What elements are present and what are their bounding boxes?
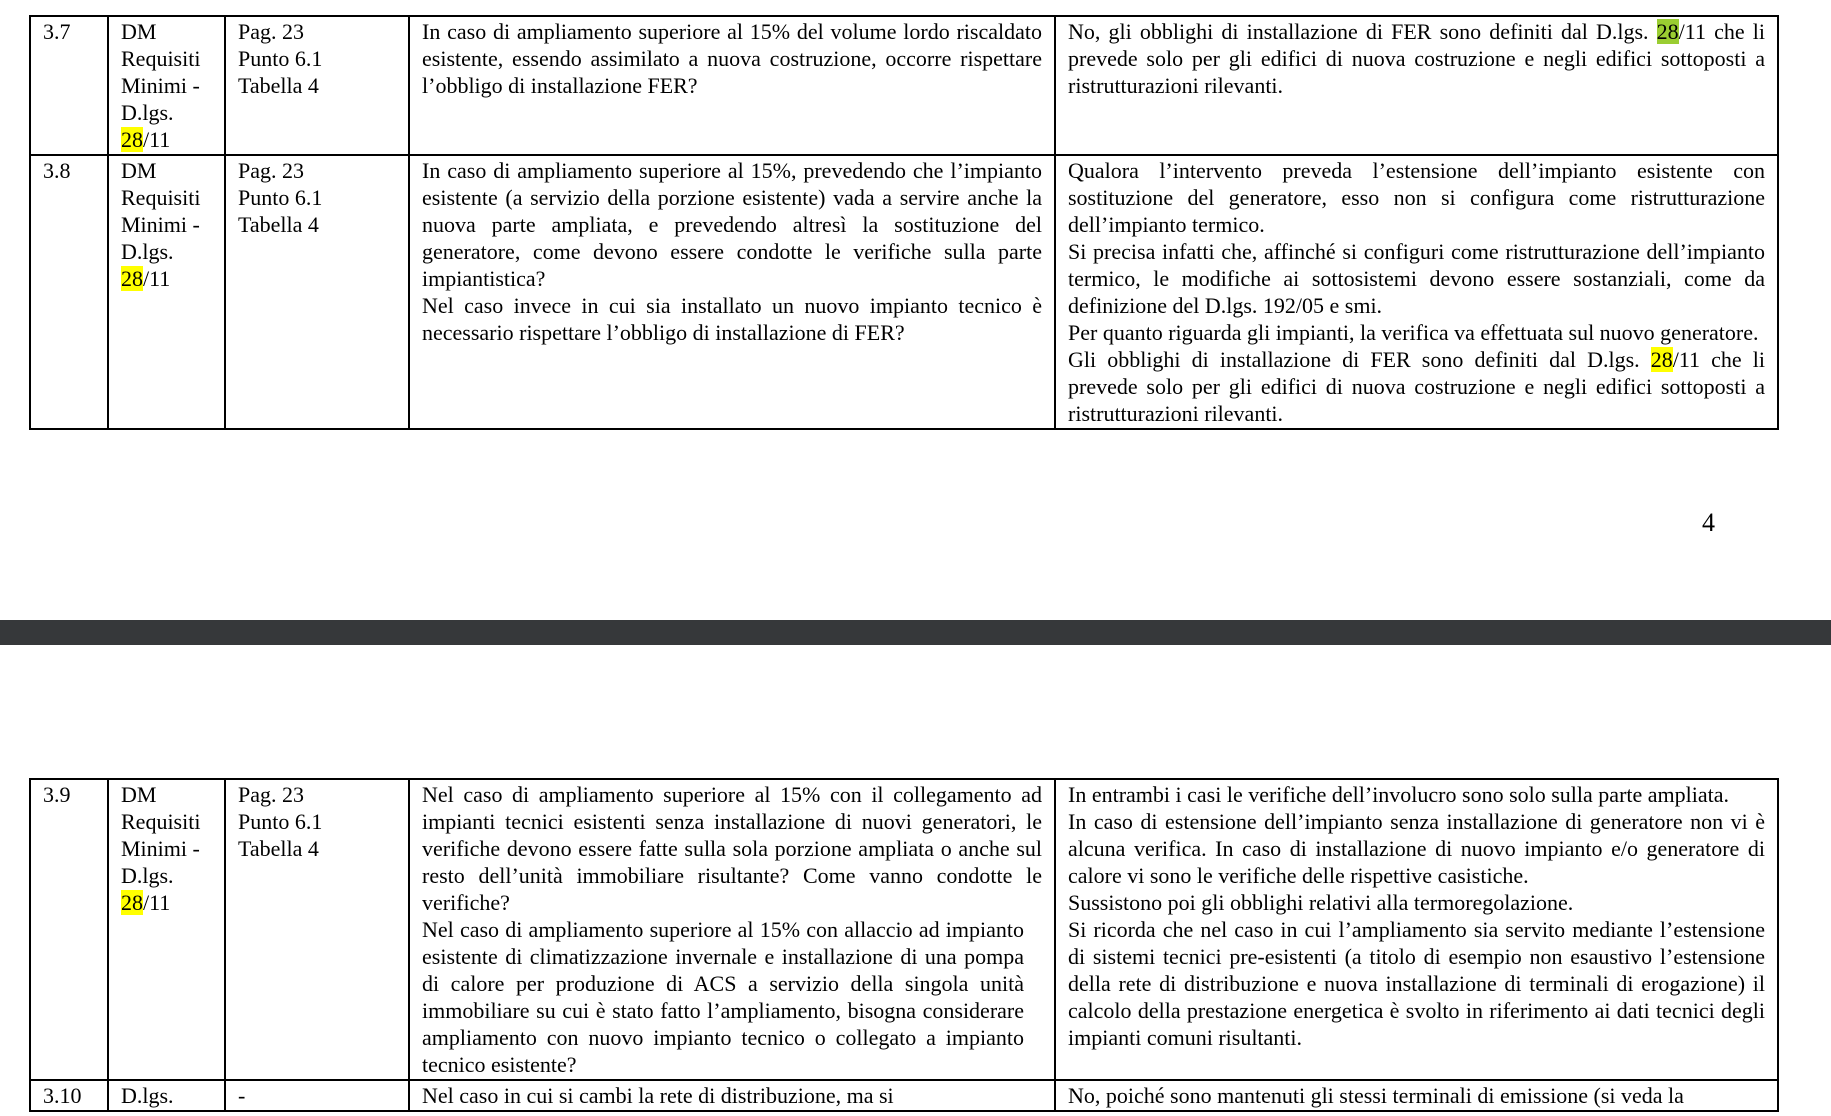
reference-decree [121, 126, 212, 153]
page-reference-cell [225, 16, 409, 155]
page-ref-line: - [238, 1083, 246, 1108]
answer-text: Sussistono poi gli obblighi relativi alla termoregolazione. [1068, 890, 1574, 915]
reference-line: Minimi - [121, 73, 200, 98]
reference-suffix: /11 [143, 127, 171, 152]
reference-cell [108, 155, 225, 429]
answer-text: Si ricorda che nel caso in cui l’ampliamento sia servito mediante l’estensione di sistemi tecnici pre-esistenti (a titolo di esempio non esaustivo l’estensione della rete di distribuzione e nuova installazione di terminali di erogazione) il calcolo della prestazione energetica è svolto in riferimento ai dati tecnici degli impianti comuni risultanti. [1068, 917, 1765, 1050]
reference-line: D.lgs. [121, 863, 174, 888]
reference-line: Requisiti [121, 46, 201, 71]
highlight-mark: 28 [121, 127, 143, 152]
reference-decree [121, 889, 212, 916]
highlight-mark: 28 [1650, 347, 1673, 372]
table-row [30, 155, 1778, 429]
answer-text: No, poiché sono mantenuti gli stessi terminali di emissione (si veda la [1068, 1083, 1684, 1108]
page-ref-line: Pag. 23 [238, 782, 304, 807]
answer-text: In entrambi i casi le verifiche dell’involucro sono solo sulla parte ampliata. [1068, 782, 1730, 807]
row-id: 3.10 [30, 1080, 108, 1111]
answer-text-decree [1068, 346, 1765, 427]
table-row [30, 1080, 1778, 1111]
answer-cell [1055, 1080, 1778, 1111]
answer-text: Qualora l’intervento preveda l’estensione dell’impianto esistente con sostituzione del generatore, esso non si configura come ristrutturazione dell’impianto termico. [1068, 158, 1765, 237]
faq-table-lower [29, 778, 1779, 1112]
answer-cell [1055, 16, 1778, 155]
answer-text: No, gli obblighi di installazione di FER sono definiti dal D.lgs. [1068, 19, 1657, 44]
reference-line: D.lgs. [121, 1083, 174, 1108]
answer-cell [1055, 155, 1778, 429]
page-ref-line: Tabella 4 [238, 836, 319, 861]
page-number: 4 [1702, 508, 1715, 537]
page-ref-line: Punto 6.1 [238, 809, 323, 834]
reference-line: D.lgs. [121, 100, 174, 125]
reference-line: Minimi - [121, 212, 200, 237]
reference-line: DM [121, 19, 157, 44]
question-cell [409, 155, 1055, 429]
reference-suffix: /11 [143, 890, 171, 915]
reference-line: DM [121, 158, 157, 183]
answer-text: Per quanto riguarda gli impianti, la verifica va effettuata sul nuovo generatore. [1068, 320, 1759, 345]
page-ref-line: Punto 6.1 [238, 185, 323, 210]
page-reference-cell [225, 1080, 409, 1111]
reference-line: D.lgs. [121, 239, 174, 264]
reference-decree [121, 265, 212, 292]
faq-table-upper [29, 15, 1779, 430]
question-text: Nel caso in cui si cambi la rete di distribuzione, ma si [422, 1083, 894, 1108]
question-text: Nel caso invece in cui sia installato un nuovo impianto tecnico è necessario rispettare l’obbligo di installazione di FER? [422, 293, 1042, 345]
question-cell [409, 16, 1055, 155]
highlight-mark: 28 [121, 890, 143, 915]
reference-cell [108, 1080, 225, 1111]
page-ref-line: Pag. 23 [238, 19, 304, 44]
lower-page [0, 645, 1831, 1116]
table-row [30, 779, 1778, 1080]
answer-text: In caso di estensione dell’impianto senza installazione di generatore non vi è alcuna verifica. In caso di installazione di nuovo impianto e/o generatore di calore vi sono le verifiche delle rispettive casistiche. [1068, 809, 1765, 888]
highlight-mark: 28 [121, 266, 143, 291]
answer-text: Si precisa infatti che, affinché si configuri come ristrutturazione dell’impianto termico, le modifiche ai sottosistemi devono essere sostanziali, come da definizione del D.lgs. 192/05 e smi. [1068, 239, 1765, 318]
page-ref-line: Tabella 4 [238, 73, 319, 98]
page-ref-line: Punto 6.1 [238, 46, 323, 71]
page-reference-cell [225, 155, 409, 429]
reference-line: Requisiti [121, 809, 201, 834]
page-separator [0, 620, 1831, 645]
question-cell [409, 779, 1055, 1080]
question-text: In caso di ampliamento superiore al 15%, prevedendo che l’impianto esistente (a servizio della porzione esistente) vada a servire anche la nuova parte ampliata, e prevedendo altresì la sostituzione del generatore, come devono essere condotte le verifiche sulla parte impiantistica? [422, 158, 1042, 291]
row-id: 3.9 [30, 779, 108, 1080]
question-cell [409, 1080, 1055, 1111]
question-text: Nel caso di ampliamento superiore al 15% con allaccio ad impianto esistente di climatizzazione invernale e installazione di una pompa di calore per produzione di ACS a servizio della singola unità immobiliare su cui è stato fatto l’ampliamento, bisogna considerare ampliamento con nuovo impianto tecnico o collegato a impianto tecnico esistente? [422, 917, 1024, 1077]
reference-line: Minimi - [121, 836, 200, 861]
reference-line: Requisiti [121, 185, 201, 210]
question-text: Nel caso di ampliamento superiore al 15% con il collegamento ad impianti tecnici esistenti senza installazione di nuovi generatori, le verifiche devono essere fatte sulla sola porzione ampliata o anche sul resto dell’unità immobiliare risultante? Come vanno condotte le verifiche? [422, 782, 1042, 915]
highlight-mark: 28 [1656, 19, 1679, 44]
reference-line: DM [121, 782, 157, 807]
answer-cell [1055, 779, 1778, 1080]
table-row [30, 16, 1778, 155]
answer-text: /11 che li prevede solo per gli edifici di nuova costruzione e negli edifici sottoposti a ristrutturazioni rilevanti. [1068, 347, 1765, 426]
reference-cell [108, 16, 225, 155]
page-ref-line: Pag. 23 [238, 158, 304, 183]
page-reference-cell [225, 779, 409, 1080]
question-text: In caso di ampliamento superiore al 15% del volume lordo riscaldato esistente, essendo assimilato a nuova costruzione, occorre rispettare l’obbligo di installazione FER? [422, 19, 1042, 98]
row-id: 3.8 [30, 155, 108, 429]
answer-text: /11 che li prevede solo per gli edifici di nuova costruzione e negli edifici sottoposti a ristrutturazioni rilevanti. [1068, 19, 1765, 98]
page-ref-line: Tabella 4 [238, 212, 319, 237]
row-id: 3.7 [30, 16, 108, 155]
answer-text: Gli obblighi di installazione di FER sono definiti dal D.lgs. [1068, 347, 1651, 372]
reference-suffix: /11 [143, 266, 171, 291]
reference-cell [108, 779, 225, 1080]
